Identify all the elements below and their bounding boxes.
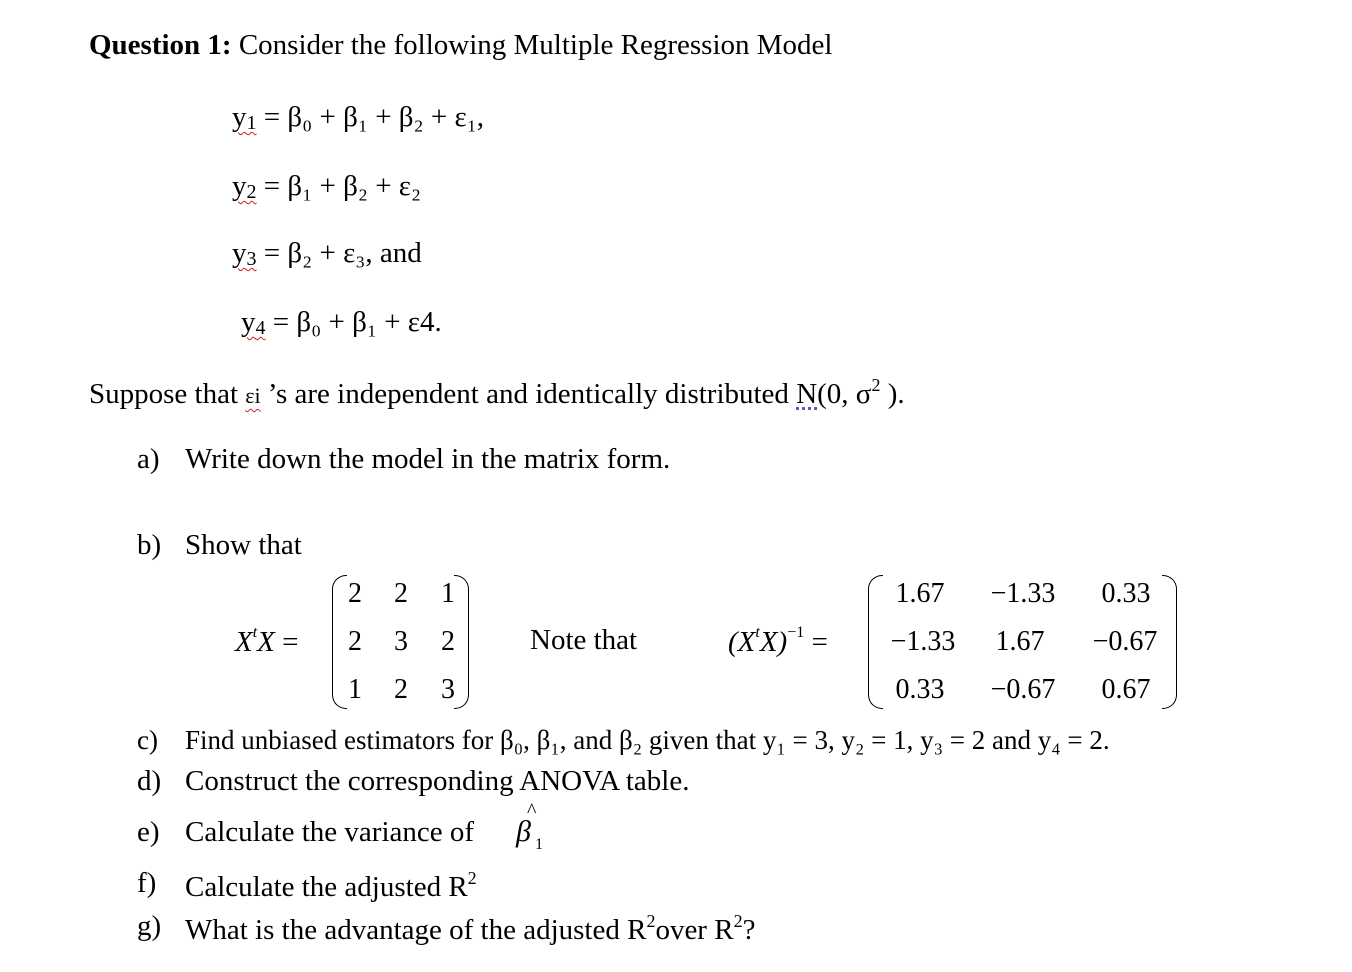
hat-symbol: ^: [527, 800, 537, 822]
eq4-y: y4: [241, 306, 266, 339]
part-g-letter: g): [137, 910, 162, 942]
xtx-inv-cell: 0.33: [895, 674, 945, 705]
suppose-before: Suppose that: [89, 378, 246, 410]
note-that: Note that: [530, 624, 638, 656]
suppose-statement: [89, 376, 905, 409]
xtx-cell: 1: [441, 578, 455, 609]
eq2-rhs: = β₁ + β₂ + ε₂: [256, 170, 422, 202]
part-f-line: [185, 869, 477, 902]
eq1-rhs: = β₀ + β₁ + β₂ + ε₁,: [256, 101, 485, 133]
xtx-cell: 2: [394, 578, 408, 609]
part-b-letter: b): [137, 529, 162, 561]
equation-4: [241, 308, 442, 338]
xtx-inv-cell: 1.67: [995, 626, 1045, 657]
part-g-sup2: 2: [733, 911, 743, 931]
xtx-inv-cell: −1.33: [990, 578, 1056, 609]
beta-hat: β: [516, 815, 531, 848]
question-text: Consider the following Multiple Regression Model: [231, 29, 833, 61]
xtx-inv-cell: −0.67: [990, 674, 1056, 705]
part-f-text: Calculate the adjusted R: [185, 871, 468, 903]
part-a: [137, 445, 160, 474]
eq4-rhs: = β₀ + β₁ + ε4.: [265, 306, 442, 338]
part-d-letter: d): [137, 765, 162, 797]
xtx-cell: 2: [441, 626, 455, 657]
xtx-inv-cell: 0.67: [1101, 674, 1151, 705]
part-e-text: Calculate the variance of: [185, 816, 475, 848]
eq2-y: y2: [232, 170, 257, 203]
eq3-y: y3: [232, 237, 257, 270]
xtx-inv-cell: −0.67: [1092, 626, 1158, 657]
equation-2: [232, 172, 421, 202]
part-f-sup: 2: [467, 868, 477, 888]
part-c-text: Find unbiased estimators for β₀, β₁, and β₂ given that y₁ = 3, y₂ = 1, y₃ = 2 and y₄ = 2.: [185, 725, 1110, 755]
xtx-cell: 3: [394, 626, 408, 657]
part-a-text: Write down the model in the matrix form.: [185, 443, 671, 475]
xtx-label: $X^tX$ =: [235, 624, 299, 658]
part-b-text: Show that: [185, 529, 302, 561]
part-a-letter: a): [137, 443, 160, 475]
question-title: [89, 31, 832, 60]
part-g-sup1: 2: [646, 911, 656, 931]
part-g-end: ?: [742, 914, 756, 946]
xtx-cell: 2: [348, 578, 362, 609]
suppose-after: 0, σ: [826, 378, 872, 410]
part-d-text: Construct the corresponding ANOVA table.: [185, 765, 690, 797]
xtx-inv-cell: −1.33: [890, 626, 956, 657]
xtx-cell: 1: [348, 674, 362, 705]
xtx-inv-cell: 1.67: [895, 578, 945, 609]
xtx-cell: 2: [394, 674, 408, 705]
eq1-y: y1: [232, 101, 257, 134]
suppose-middle: ’s are independent and identically distributed: [260, 378, 797, 410]
part-c-letter: c): [137, 725, 158, 755]
sigma-sup: 2: [871, 375, 881, 395]
equation-1: [232, 103, 484, 133]
part-e-letter: e): [137, 816, 160, 848]
suppose-end: ).: [880, 378, 905, 410]
question-number: Question 1:: [89, 29, 232, 61]
beta-hat-sub: 1: [535, 836, 543, 853]
eq3-rhs: = β₂ + ε₃, and: [256, 237, 422, 269]
xtx-inv-label: $(X^tX)^{-1}$ =: [728, 624, 828, 658]
part-g-before: What is the advantage of the adjusted R: [185, 914, 647, 946]
part-g-mid: over R: [655, 914, 734, 946]
epsilon-i: εi: [245, 383, 261, 408]
xtx-cell: 2: [348, 626, 362, 657]
xtx-inv-cell: 0.33: [1101, 578, 1151, 609]
xtx-cell: 3: [441, 674, 455, 705]
part-f-letter: f): [137, 867, 157, 899]
equation-3: [232, 239, 422, 269]
normal-dist: N(: [796, 378, 827, 410]
part-g-line: [185, 912, 755, 945]
